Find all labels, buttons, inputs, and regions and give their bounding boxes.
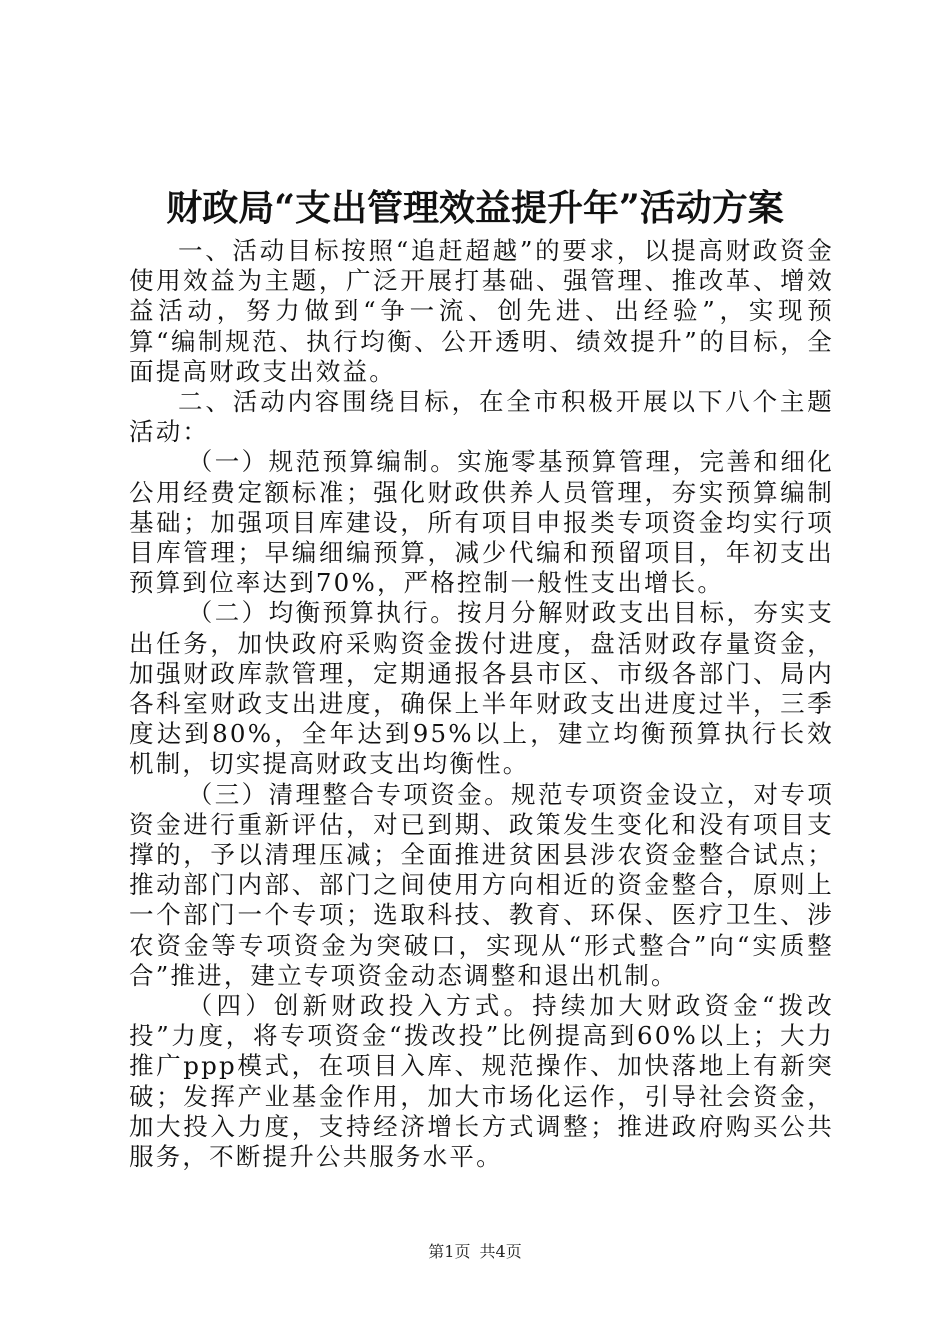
paragraph-item-4: （四）创新财政投入方式。持续加大财政资金“拨改投”力度，将专项资金“拨改投”比例提高到60%以上；大力推广ppp模式，在项目入库、规范操作、加快落地上有新突破；发挥产业基金作用，加大市场化运作，引导社会资金，加大投入力度，支持经济增长方式调整；推进政府购买公共服务，不断提升公共服务水平。 xyxy=(129,991,834,1172)
page-total: 共4页 xyxy=(479,1242,522,1261)
paragraph-item-3: （三）清理整合专项资金。规范专项资金设立，对专项资金进行重新评估，对已到期、政策发生变化和没有项目支撑的，予以清理压减；全面推进贫困县涉农资金整合试点；推动部门内部、部门之间使用方向相近的资金整合，原则上一个部门一个专项；选取科技、教育、环保、医疗卫生、涉农资金等专项资金为突破口，实现从“形式整合”向“实质整合”推进，建立专项资金动态调整和退出机制。 xyxy=(129,779,834,990)
paragraph-item-1: （一）规范预算编制。实施零基预算管理，完善和细化公用经费定额标准；强化财政供养人员管理，夯实预算编制基础；加强项目库建设，所有项目申报类专项资金均实行项目库管理；早编细编预算，减少代编和预留项目，年初支出预算到位率达到70%，严格控制一般性支出增长。 xyxy=(129,447,834,598)
paragraph-item-2: （二）均衡预算执行。按月分解财政支出目标，夯实支出任务，加快政府采购资金拨付进度，盘活财政存量资金，加强财政库款管理，定期通报各县市区、市级各部门、局内各科室财政支出进度，确保上半年财政支出进度过半，三季度达到80%，全年达到95%以上，建立均衡预算执行长效机制，切实提高财政支出均衡性。 xyxy=(129,598,834,779)
page-footer xyxy=(0,1242,950,1262)
document-body xyxy=(129,236,834,1172)
paragraph-activity-goal: 一、活动目标按照“追赶超越”的要求，以提高财政资金使用效益为主题，广泛开展打基础、强管理、推改革、增效益活动，努力做到“争一流、创先进、出经验”，实现预算“编制规范、执行均衡、公开透明、绩效提升”的目标，全面提高财政支出效益。 xyxy=(129,236,834,386)
page-number: 第1页 xyxy=(428,1242,471,1261)
page-title: 财政局“支出管理效益提升年”活动方案 xyxy=(166,187,784,229)
paragraph-activity-content: 二、活动内容围绕目标，在全市积极开展以下八个主题活动： xyxy=(129,387,834,447)
